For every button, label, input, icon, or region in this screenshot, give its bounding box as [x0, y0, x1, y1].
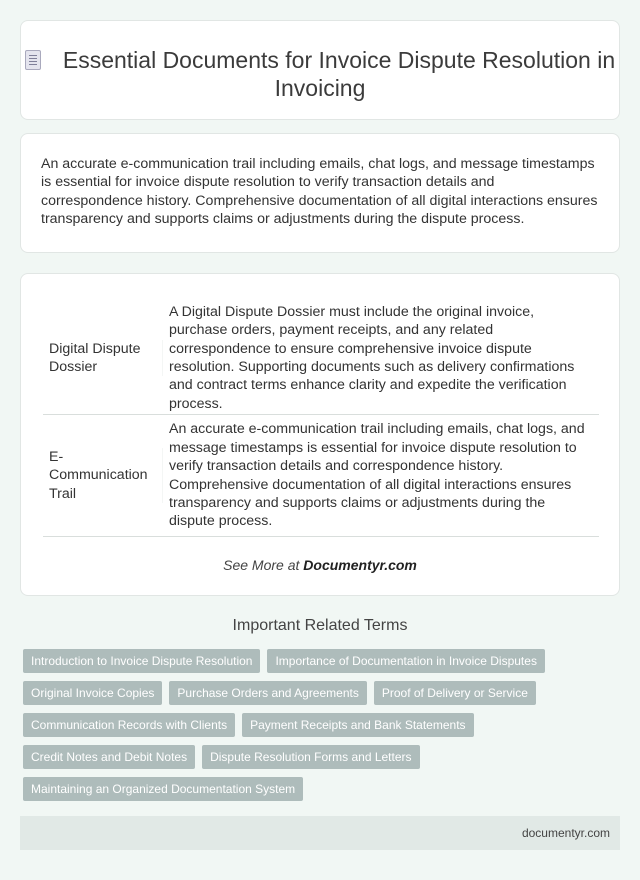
related-term-tag[interactable]: Communication Records with Clients	[23, 713, 235, 737]
related-term-tag[interactable]: Proof of Delivery or Service	[374, 681, 536, 705]
table-row	[43, 302, 599, 415]
related-term-tag[interactable]: Payment Receipts and Bank Statements	[242, 713, 473, 737]
footer-site-link[interactable]: documentyr.com	[521, 826, 610, 840]
page-title: Essential Documents for Invoice Dispute Resolution in Invoicing	[62, 47, 616, 101]
row-term: Digital Dispute Dossier	[43, 340, 163, 377]
table-row	[43, 415, 599, 537]
document-icon	[25, 50, 41, 70]
see-more-line	[21, 557, 619, 573]
row-description: A Digital Dispute Dossier must include the original invoice, purchase orders, payment receipts, and any related correspondence to ensure comprehensive invoice dispute resolution. Supporting documents such as delivery confirmations and contract terms enhance clarity and expedite the verification process.	[169, 303, 575, 412]
related-terms-tags	[23, 649, 623, 809]
related-term-tag[interactable]: Dispute Resolution Forms and Letters	[202, 745, 419, 769]
related-term-tag[interactable]: Credit Notes and Debit Notes	[23, 745, 195, 769]
intro-card	[20, 133, 620, 253]
documents-table-card	[20, 273, 620, 596]
related-term-tag[interactable]: Importance of Documentation in Invoice Disputes	[267, 649, 544, 673]
see-more-prefix: See More at	[223, 557, 304, 573]
related-terms-heading: Important Related Terms	[232, 617, 408, 634]
page-title-block	[21, 46, 619, 102]
related-term-tag[interactable]: Purchase Orders and Agreements	[169, 681, 366, 705]
footer-bar	[20, 816, 620, 850]
intro-paragraph: An accurate e-communication trail including emails, chat logs, and message timestamps is essential for invoice dispute resolution to verify transaction details and correspondence history. Comprehensive documentation of all digital interactions ensures transparency and supports claims or adjustments during the dispute process.	[41, 156, 598, 228]
row-term: E-Communication Trail	[43, 448, 163, 503]
related-term-tag[interactable]: Introduction to Invoice Dispute Resolution	[23, 649, 260, 673]
related-term-tag[interactable]: Original Invoice Copies	[23, 681, 162, 705]
title-card	[20, 20, 620, 120]
documents-table	[43, 302, 599, 537]
see-more-link[interactable]: Documentyr.com	[303, 557, 417, 573]
row-description: An accurate e-communication trail including emails, chat logs, and message timestamps is essential for invoice dispute resolution to verify transaction details and correspondence history. Comprehensive documentation of all digital interactions ensures transparency and supports claims or adjustments during the dispute process.	[169, 421, 585, 530]
related-term-tag[interactable]: Maintaining an Organized Documentation System	[23, 777, 303, 801]
